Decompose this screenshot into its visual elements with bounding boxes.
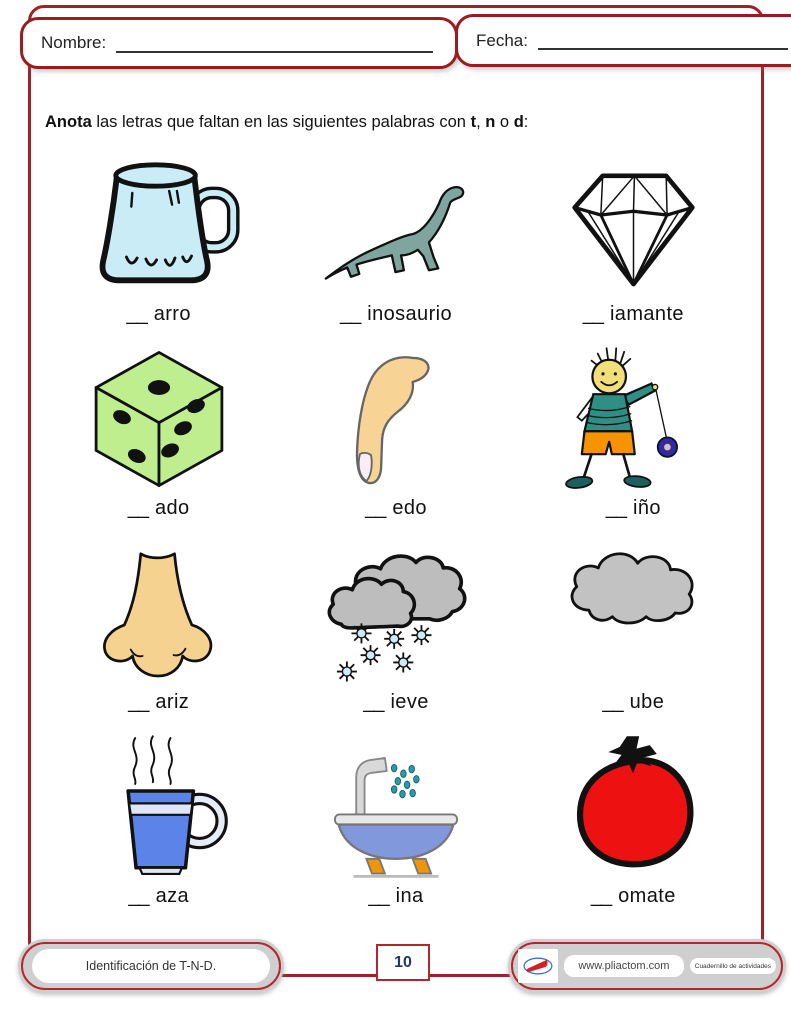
answer-blank[interactable]: __: [363, 691, 384, 713]
mug-icon: [76, 149, 241, 299]
tomato-icon: [553, 731, 713, 881]
item-cell-bathtub: [277, 714, 514, 908]
answer-blank[interactable]: __: [582, 303, 603, 325]
letter-t: t: [470, 112, 477, 131]
cloud-icon: [553, 537, 713, 687]
answer-blank[interactable]: __: [128, 691, 149, 713]
item-cell-snow: [277, 520, 514, 714]
item-cell-cup: [40, 714, 277, 908]
answer-blank[interactable]: __: [365, 497, 386, 519]
pliactom-logo-icon: [518, 949, 558, 983]
dinosaur-icon: [313, 149, 478, 299]
instruction-verb: Anota: [45, 112, 92, 131]
item-cell-finger: [277, 326, 514, 520]
answer-blank[interactable]: __: [128, 885, 149, 907]
answer-blank[interactable]: __: [368, 885, 389, 907]
word-label: __ omate: [590, 885, 676, 907]
answer-blank[interactable]: __: [602, 691, 623, 713]
footer-activity-pill: [18, 939, 284, 993]
cup-icon: [79, 731, 239, 881]
date-field-box: [455, 14, 791, 67]
answer-blank[interactable]: __: [590, 885, 612, 907]
answer-blank[interactable]: __: [605, 497, 626, 519]
word-label: __ arro: [126, 303, 191, 325]
name-label: Nombre:: [41, 33, 107, 52]
worksheet-grid: [40, 132, 752, 908]
footer-brand-pill: [508, 939, 786, 993]
word-label: __ iño: [605, 497, 661, 519]
nose-icon: [84, 537, 234, 687]
item-cell-dinosaur: [277, 132, 514, 326]
footer-activity-label: Identificación de T-N-D.: [32, 949, 270, 983]
snow-clouds-icon: [311, 537, 481, 687]
boy-with-yoyo-icon: [553, 343, 713, 493]
word-label: __ ube: [602, 691, 665, 713]
item-cell-diamond: [515, 132, 752, 326]
website-link[interactable]: www.pliactom.com: [564, 955, 684, 977]
page-number: 10: [376, 944, 430, 981]
answer-blank[interactable]: __: [127, 497, 148, 519]
date-input-line[interactable]: [538, 31, 788, 51]
word-label: __ ieve: [363, 691, 429, 713]
word-label: __ inosaurio: [339, 303, 452, 325]
word-label: __ aza: [128, 885, 190, 907]
word-label: __ ariz: [128, 691, 190, 713]
dice-icon: [84, 343, 234, 493]
letter-d: d: [513, 112, 524, 131]
word-label: __ edo: [365, 497, 427, 519]
word-label: __ ado: [127, 497, 190, 519]
name-field-box: [20, 17, 458, 69]
finger-icon: [321, 343, 471, 493]
item-cell-nose: [40, 520, 277, 714]
date-label: Fecha:: [476, 30, 528, 50]
word-label: __ iamante: [582, 303, 684, 325]
instruction-text: Anota las letras que faltan en las siguientes palabras con t, n o d:: [45, 112, 529, 131]
answer-blank[interactable]: __: [126, 303, 147, 325]
item-cell-cloud: [515, 520, 752, 714]
item-cell-tomato: [515, 714, 752, 908]
name-input-line[interactable]: [116, 33, 433, 53]
answer-blank[interactable]: __: [339, 303, 361, 325]
item-cell-dice: [40, 326, 277, 520]
letter-n: n: [485, 112, 496, 131]
item-cell-mug: [40, 132, 277, 326]
series-label: Cuadernillo de actividades: [690, 958, 776, 974]
item-cell-boy: [515, 326, 752, 520]
diamond-icon: [551, 149, 716, 299]
word-label: __ ina: [368, 885, 424, 907]
bathtub-icon: [311, 731, 481, 881]
